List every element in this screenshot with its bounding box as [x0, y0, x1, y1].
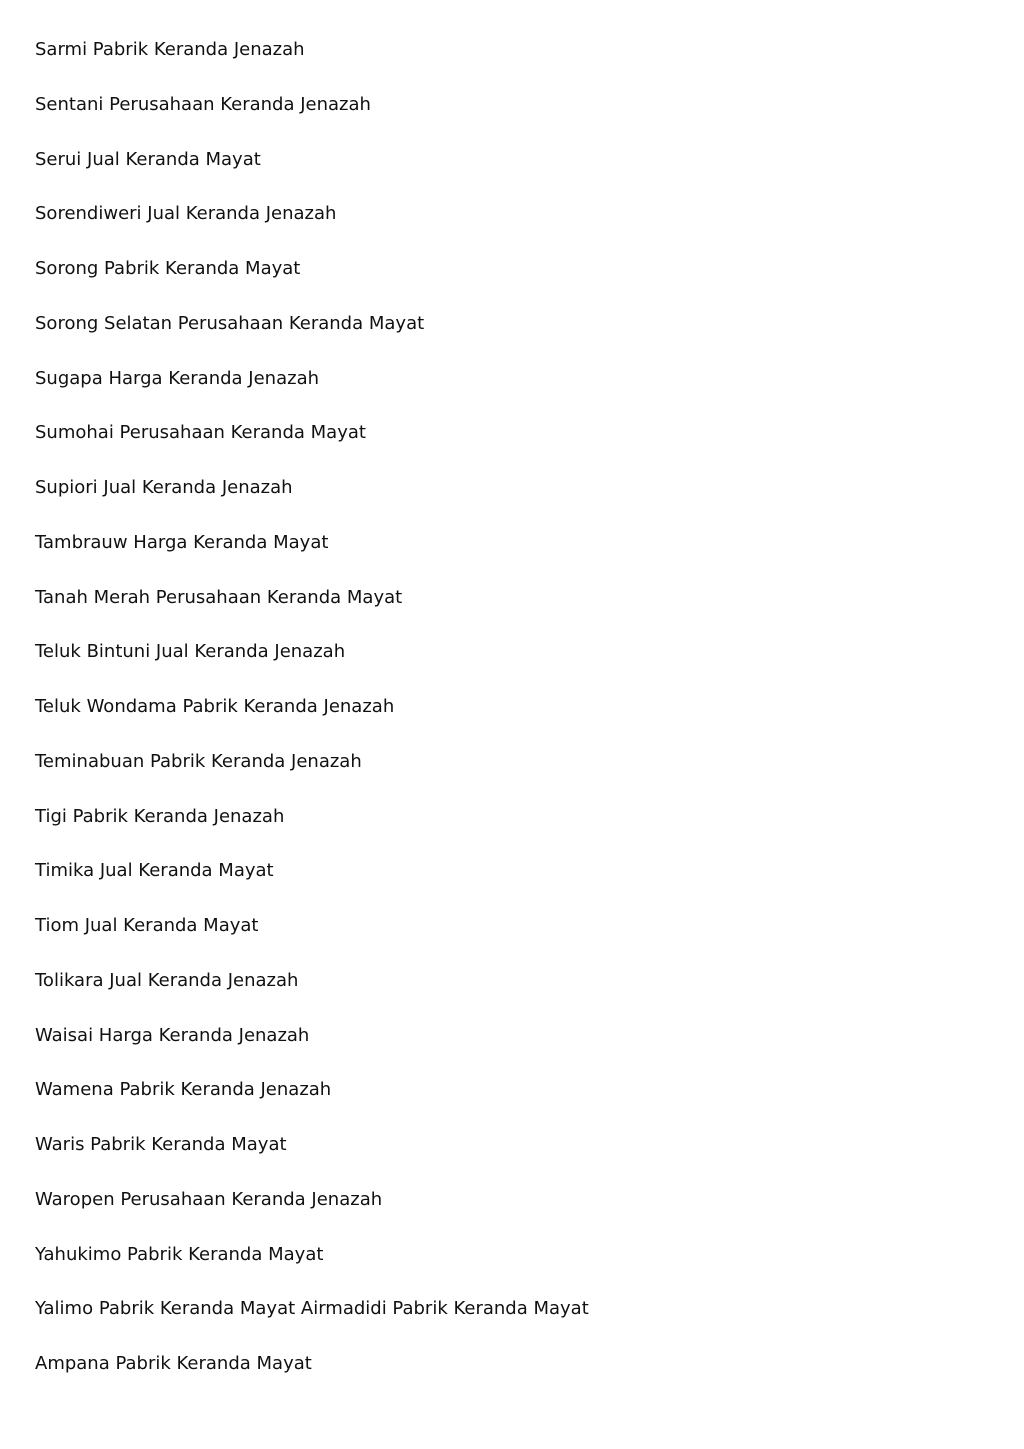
text-line: Sorong Pabrik Keranda Mayat	[35, 258, 301, 279]
text-line: Teminabuan Pabrik Keranda Jenazah	[35, 750, 362, 772]
text-line: Wamena Pabrik Keranda Jenazah	[35, 1079, 332, 1101]
text-line: Tolikara Jual Keranda Jenazah	[35, 969, 299, 991]
text-line: Teluk Wondama Pabrik Keranda Jenazah	[35, 696, 395, 717]
text-line: Sumohai Perusahaan Keranda Mayat	[35, 422, 366, 444]
text-line: Sorendiweri Jual Keranda Jenazah	[35, 203, 337, 225]
text-line: Timika Jual Keranda Mayat	[35, 860, 274, 882]
text-line: Ampana Pabrik Keranda Mayat	[35, 1353, 312, 1374]
text-line: Tiom Jual Keranda Mayat	[35, 915, 259, 936]
text-line: Tigi Pabrik Keranda Jenazah	[35, 805, 285, 827]
text-line: Yahukimo Pabrik Keranda Mayat	[35, 1243, 324, 1265]
text-line: Sorong Selatan Perusahaan Keranda Mayat	[35, 312, 425, 334]
text-line: Tanah Merah Perusahaan Keranda Mayat	[35, 586, 403, 608]
text-line: Serui Jual Keranda Mayat	[35, 148, 261, 170]
text-line: Sarmi Pabrik Keranda Jenazah	[35, 39, 305, 60]
text-line: Sentani Perusahaan Keranda Jenazah	[35, 93, 371, 115]
text-line: Waris Pabrik Keranda Mayat	[35, 1134, 287, 1155]
text-line: Tambrauw Harga Keranda Mayat	[35, 531, 329, 553]
text-line: Waisai Harga Keranda Jenazah	[35, 1024, 310, 1046]
text-line-list	[35, 38, 589, 1407]
text-line: Supiori Jual Keranda Jenazah	[35, 477, 293, 498]
text-line: Teluk Bintuni Jual Keranda Jenazah	[35, 641, 346, 663]
text-line: Waropen Perusahaan Keranda Jenazah	[35, 1188, 383, 1210]
text-line: Sugapa Harga Keranda Jenazah	[35, 367, 320, 389]
text-line: Yalimo Pabrik Keranda Mayat Airmadidi Pabrik Keranda Mayat	[35, 1298, 589, 1320]
